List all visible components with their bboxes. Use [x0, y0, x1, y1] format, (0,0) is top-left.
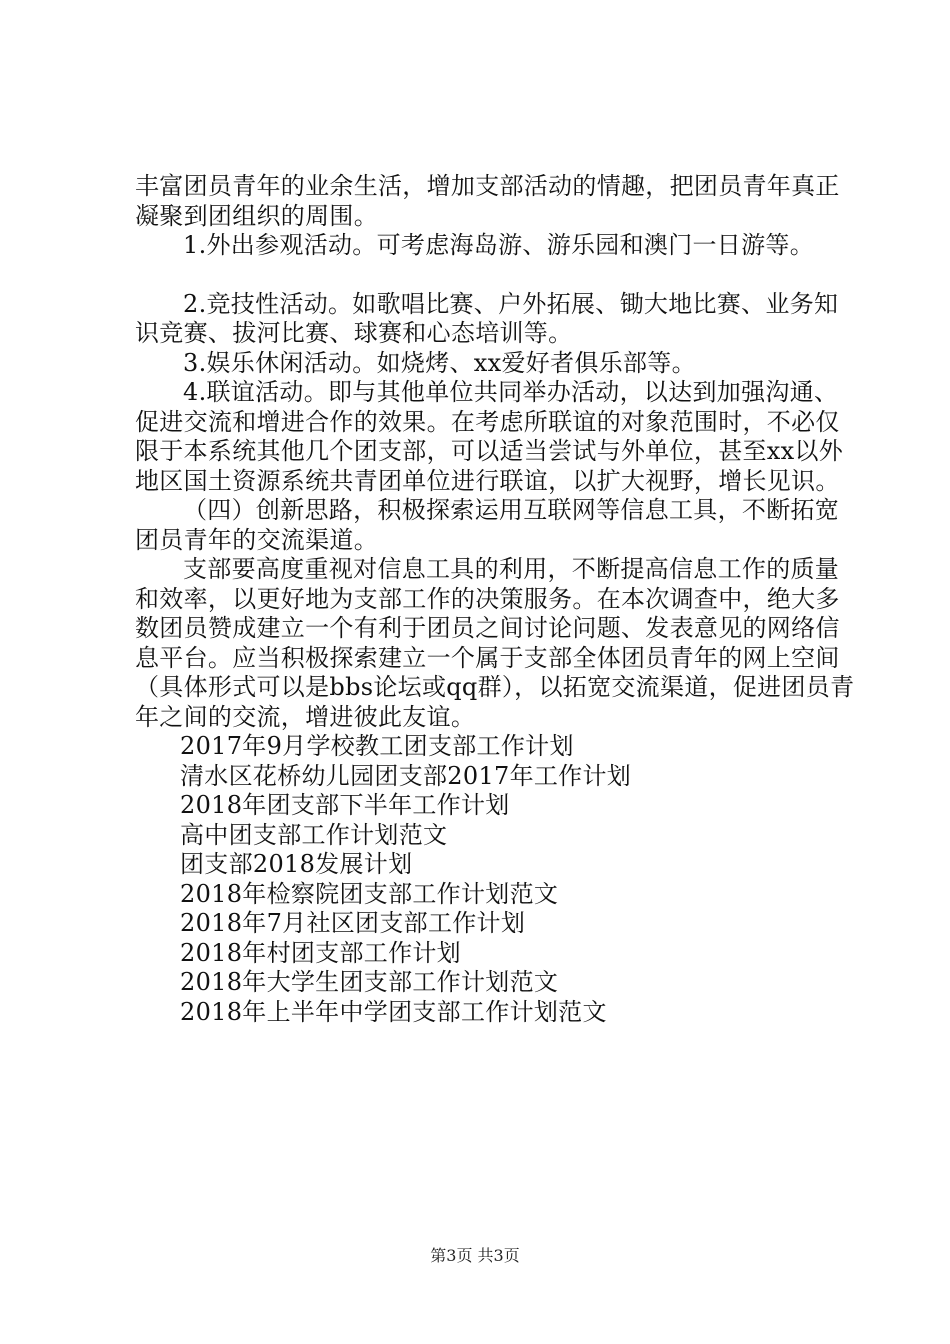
- related-link[interactable]: 2018年7月社区团支部工作计划: [180, 909, 526, 937]
- related-link[interactable]: 2018年大学生团支部工作计划范文: [180, 968, 559, 996]
- document-body: [135, 172, 855, 1027]
- related-link[interactable]: 2018年团支部下半年工作计划: [180, 791, 510, 819]
- related-link[interactable]: 高中团支部工作计划范文: [180, 820, 448, 849]
- related-link[interactable]: 团支部2018发展计划: [180, 850, 413, 878]
- related-links-list: [135, 732, 855, 1027]
- related-link[interactable]: 清水区花桥幼儿园团支部2017年工作计划: [180, 761, 632, 790]
- paragraph: 1.外出参观活动。可考虑海岛游、游乐园和澳门一日游等。: [183, 231, 814, 259]
- page-footer: 第3页 共3页: [430, 1246, 520, 1265]
- related-link[interactable]: 2018年检察院团支部工作计划范文: [180, 879, 559, 908]
- paragraph: （四）创新思路，积极探索运用互联网等信息工具，不断拓宽团员青年的交流渠道。: [135, 496, 840, 554]
- related-link[interactable]: 2018年村团支部工作计划: [180, 938, 461, 967]
- related-link[interactable]: 2017年9月学校教工团支部工作计划: [180, 732, 574, 760]
- paragraph: 丰富团员青年的业余生活，增加支部活动的情趣，把团员青年真正凝聚到团组织的周围。: [135, 172, 840, 230]
- paragraph: 4.联谊活动。即与其他单位共同举办活动，以达到加强沟通、促进交流和增进合作的效果。在考虑所联谊的对象范围时，不必仅限于本系统其他几个团支部，可以适当尝试与外单位，甚至xx以外地区国土资源系统共青团单位进行联谊，以扩大视野，增长见识。: [135, 378, 844, 495]
- paragraph: 3.娱乐休闲活动。如烧烤、xx爱好者俱乐部等。: [183, 348, 696, 377]
- related-link[interactable]: 2018年上半年中学团支部工作计划范文: [180, 997, 607, 1026]
- paragraph: 2.竞技性活动。如歌唱比赛、户外拓展、锄大地比赛、业务知识竞赛、拔河比赛、球赛和心态培训等。: [135, 289, 839, 347]
- paragraph: 支部要高度重视对信息工具的利用，不断提高信息工作的质量和效率，以更好地为支部工作的决策服务。在本次调查中，绝大多数团员赞成建立一个有利于团员之间讨论问题、发表意见的网络信息平台。应当积极探索建立一个属于支部全体团员青年的网上空间（具体形式可以是bbs论坛或qq群），以拓宽交流渠道，促进团员青年之间的交流，增进彼此友谊。: [135, 555, 855, 731]
